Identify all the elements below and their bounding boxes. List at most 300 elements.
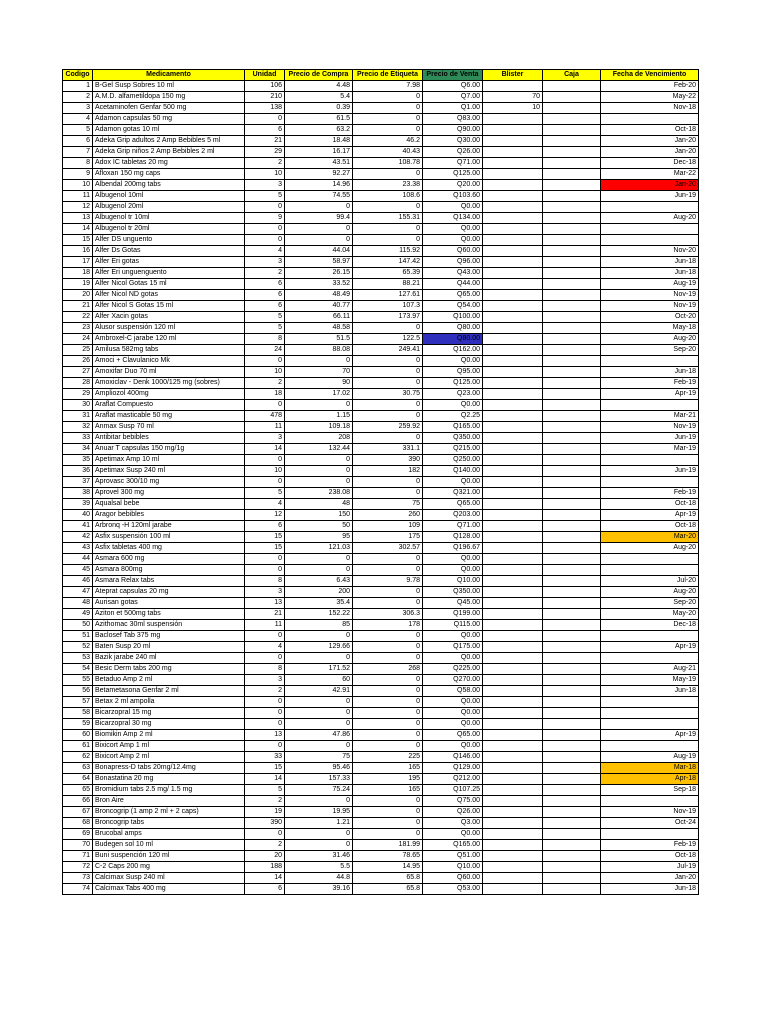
cell-precio-etiqueta[interactable]: 0 bbox=[353, 356, 423, 367]
cell-unidad[interactable]: 3 bbox=[245, 180, 285, 191]
cell-medicamento[interactable]: Ambroxel-C jarabe 120 ml bbox=[93, 334, 245, 345]
cell-medicamento[interactable]: Brucobal amps bbox=[93, 829, 245, 840]
cell-fecha-vencimiento[interactable] bbox=[601, 235, 699, 246]
cell-blister[interactable] bbox=[483, 807, 543, 818]
cell-fecha-vencimiento[interactable]: Sep-18 bbox=[601, 785, 699, 796]
cell-medicamento[interactable]: Arbronq -H 120ml jarabe bbox=[93, 521, 245, 532]
cell-precio-venta[interactable]: Q215.00 bbox=[423, 444, 483, 455]
cell-precio-compra[interactable]: 42.91 bbox=[285, 686, 353, 697]
cell-codigo[interactable]: 4 bbox=[63, 114, 93, 125]
cell-blister[interactable] bbox=[483, 268, 543, 279]
cell-medicamento[interactable]: Asmara 800mg bbox=[93, 565, 245, 576]
header-precio-etiqueta[interactable]: Precio de Etiqueta bbox=[353, 70, 423, 81]
cell-fecha-vencimiento[interactable]: Nov-19 bbox=[601, 290, 699, 301]
cell-precio-etiqueta[interactable]: 88.21 bbox=[353, 279, 423, 290]
cell-caja[interactable] bbox=[543, 653, 601, 664]
cell-codigo[interactable]: 49 bbox=[63, 609, 93, 620]
cell-caja[interactable] bbox=[543, 697, 601, 708]
cell-blister[interactable] bbox=[483, 246, 543, 257]
cell-precio-etiqueta[interactable]: 0 bbox=[353, 125, 423, 136]
cell-blister[interactable] bbox=[483, 785, 543, 796]
cell-precio-etiqueta[interactable]: 165 bbox=[353, 763, 423, 774]
cell-fecha-vencimiento[interactable]: Sep-20 bbox=[601, 345, 699, 356]
cell-precio-venta[interactable]: Q125.00 bbox=[423, 378, 483, 389]
cell-blister[interactable] bbox=[483, 169, 543, 180]
cell-caja[interactable] bbox=[543, 642, 601, 653]
cell-precio-compra[interactable]: 99.4 bbox=[285, 213, 353, 224]
cell-precio-etiqueta[interactable]: 0 bbox=[353, 730, 423, 741]
cell-medicamento[interactable]: Albugenol 20ml bbox=[93, 202, 245, 213]
cell-medicamento[interactable]: Broncogrip (1 amp 2 ml + 2 caps) bbox=[93, 807, 245, 818]
cell-blister[interactable] bbox=[483, 389, 543, 400]
cell-unidad[interactable]: 3 bbox=[245, 433, 285, 444]
cell-codigo[interactable]: 38 bbox=[63, 488, 93, 499]
cell-codigo[interactable]: 57 bbox=[63, 697, 93, 708]
cell-fecha-vencimiento[interactable]: Oct-18 bbox=[601, 499, 699, 510]
header-precio-venta[interactable]: Precio de Venta bbox=[423, 70, 483, 81]
cell-medicamento[interactable]: Anmax Susp 70 ml bbox=[93, 422, 245, 433]
cell-medicamento[interactable]: Besic Derm tabs 200 mg bbox=[93, 664, 245, 675]
cell-medicamento[interactable]: Alfer Nicol S Gotas 15 ml bbox=[93, 301, 245, 312]
cell-precio-compra[interactable]: 51.5 bbox=[285, 334, 353, 345]
cell-unidad[interactable]: 12 bbox=[245, 510, 285, 521]
cell-precio-etiqueta[interactable]: 65.8 bbox=[353, 873, 423, 884]
cell-medicamento[interactable]: Alfer DS unguento bbox=[93, 235, 245, 246]
cell-medicamento[interactable]: A.M.D. alfametildopa 150 mg bbox=[93, 92, 245, 103]
cell-fecha-vencimiento[interactable]: Apr-19 bbox=[601, 642, 699, 653]
cell-codigo[interactable]: 51 bbox=[63, 631, 93, 642]
cell-caja[interactable] bbox=[543, 103, 601, 114]
cell-caja[interactable] bbox=[543, 840, 601, 851]
cell-codigo[interactable]: 71 bbox=[63, 851, 93, 862]
cell-codigo[interactable]: 31 bbox=[63, 411, 93, 422]
cell-codigo[interactable]: 23 bbox=[63, 323, 93, 334]
cell-precio-etiqueta[interactable]: 46.2 bbox=[353, 136, 423, 147]
cell-precio-etiqueta[interactable]: 0 bbox=[353, 719, 423, 730]
cell-fecha-vencimiento[interactable]: Nov-19 bbox=[601, 422, 699, 433]
cell-unidad[interactable]: 0 bbox=[245, 455, 285, 466]
cell-caja[interactable] bbox=[543, 752, 601, 763]
cell-precio-etiqueta[interactable]: 178 bbox=[353, 620, 423, 631]
cell-blister[interactable] bbox=[483, 576, 543, 587]
cell-caja[interactable] bbox=[543, 136, 601, 147]
cell-caja[interactable] bbox=[543, 587, 601, 598]
cell-codigo[interactable]: 72 bbox=[63, 862, 93, 873]
cell-unidad[interactable]: 6 bbox=[245, 290, 285, 301]
cell-blister[interactable] bbox=[483, 609, 543, 620]
cell-precio-venta[interactable]: Q0.00 bbox=[423, 653, 483, 664]
cell-precio-venta[interactable]: Q10.00 bbox=[423, 576, 483, 587]
cell-precio-compra[interactable]: 0 bbox=[285, 477, 353, 488]
cell-caja[interactable] bbox=[543, 191, 601, 202]
cell-fecha-vencimiento[interactable]: Nov-18 bbox=[601, 103, 699, 114]
cell-precio-venta[interactable]: Q54.00 bbox=[423, 301, 483, 312]
cell-fecha-vencimiento[interactable]: Jun-18 bbox=[601, 257, 699, 268]
cell-precio-venta[interactable]: Q96.00 bbox=[423, 257, 483, 268]
cell-precio-etiqueta[interactable]: 0 bbox=[353, 433, 423, 444]
cell-unidad[interactable]: 21 bbox=[245, 609, 285, 620]
cell-caja[interactable] bbox=[543, 345, 601, 356]
cell-precio-compra[interactable]: 1.21 bbox=[285, 818, 353, 829]
cell-precio-etiqueta[interactable]: 181.99 bbox=[353, 840, 423, 851]
cell-medicamento[interactable]: Bicarzopral 15 mg bbox=[93, 708, 245, 719]
cell-blister[interactable] bbox=[483, 180, 543, 191]
cell-blister[interactable] bbox=[483, 862, 543, 873]
cell-precio-compra[interactable]: 18.48 bbox=[285, 136, 353, 147]
cell-blister[interactable] bbox=[483, 510, 543, 521]
cell-precio-etiqueta[interactable]: 108.6 bbox=[353, 191, 423, 202]
cell-precio-compra[interactable]: 31.46 bbox=[285, 851, 353, 862]
cell-fecha-vencimiento[interactable] bbox=[601, 653, 699, 664]
cell-precio-etiqueta[interactable]: 78.65 bbox=[353, 851, 423, 862]
cell-precio-compra[interactable]: 0 bbox=[285, 554, 353, 565]
cell-precio-etiqueta[interactable]: 9.78 bbox=[353, 576, 423, 587]
cell-medicamento[interactable]: Calcimax Susp 240 ml bbox=[93, 873, 245, 884]
cell-precio-etiqueta[interactable]: 40.43 bbox=[353, 147, 423, 158]
cell-precio-venta[interactable]: Q43.00 bbox=[423, 268, 483, 279]
cell-medicamento[interactable]: C-2 Caps 200 mg bbox=[93, 862, 245, 873]
cell-medicamento[interactable]: Aurisan gotas bbox=[93, 598, 245, 609]
cell-caja[interactable] bbox=[543, 224, 601, 235]
cell-unidad[interactable]: 33 bbox=[245, 752, 285, 763]
cell-caja[interactable] bbox=[543, 807, 601, 818]
cell-blister[interactable] bbox=[483, 301, 543, 312]
cell-precio-venta[interactable]: Q0.00 bbox=[423, 400, 483, 411]
cell-precio-compra[interactable]: 0 bbox=[285, 653, 353, 664]
cell-unidad[interactable]: 5 bbox=[245, 785, 285, 796]
cell-caja[interactable] bbox=[543, 862, 601, 873]
cell-blister[interactable] bbox=[483, 114, 543, 125]
cell-unidad[interactable]: 2 bbox=[245, 686, 285, 697]
cell-blister[interactable] bbox=[483, 378, 543, 389]
cell-caja[interactable] bbox=[543, 796, 601, 807]
cell-codigo[interactable]: 17 bbox=[63, 257, 93, 268]
cell-precio-compra[interactable]: 1.15 bbox=[285, 411, 353, 422]
cell-fecha-vencimiento[interactable]: Jun-19 bbox=[601, 433, 699, 444]
cell-medicamento[interactable]: Aziton et 500mg tabs bbox=[93, 609, 245, 620]
cell-precio-etiqueta[interactable]: 182 bbox=[353, 466, 423, 477]
cell-fecha-vencimiento[interactable]: Dec-18 bbox=[601, 620, 699, 631]
cell-fecha-vencimiento[interactable] bbox=[601, 741, 699, 752]
cell-precio-etiqueta[interactable]: 306.3 bbox=[353, 609, 423, 620]
header-medicamento[interactable]: Medicamento bbox=[93, 70, 245, 81]
cell-fecha-vencimiento[interactable] bbox=[601, 565, 699, 576]
cell-fecha-vencimiento[interactable]: Apr-19 bbox=[601, 510, 699, 521]
cell-unidad[interactable]: 0 bbox=[245, 653, 285, 664]
cell-blister[interactable] bbox=[483, 488, 543, 499]
cell-precio-etiqueta[interactable]: 0 bbox=[353, 411, 423, 422]
cell-blister[interactable] bbox=[483, 620, 543, 631]
cell-medicamento[interactable]: Bixicort Amp 2 ml bbox=[93, 752, 245, 763]
cell-precio-etiqueta[interactable]: 260 bbox=[353, 510, 423, 521]
cell-precio-etiqueta[interactable]: 0 bbox=[353, 488, 423, 499]
cell-precio-etiqueta[interactable]: 109 bbox=[353, 521, 423, 532]
cell-medicamento[interactable]: Alfer Xacin gotas bbox=[93, 312, 245, 323]
cell-precio-venta[interactable]: Q225.00 bbox=[423, 664, 483, 675]
cell-unidad[interactable]: 3 bbox=[245, 587, 285, 598]
cell-precio-compra[interactable]: 16.17 bbox=[285, 147, 353, 158]
cell-medicamento[interactable]: Amoci + Clavulanico Mk bbox=[93, 356, 245, 367]
cell-blister[interactable] bbox=[483, 653, 543, 664]
cell-caja[interactable] bbox=[543, 235, 601, 246]
cell-unidad[interactable]: 0 bbox=[245, 631, 285, 642]
cell-precio-venta[interactable]: Q125.00 bbox=[423, 169, 483, 180]
cell-fecha-vencimiento[interactable]: Jan-20 bbox=[601, 136, 699, 147]
cell-caja[interactable] bbox=[543, 873, 601, 884]
cell-medicamento[interactable]: B-Gel Susp Sobres 10 ml bbox=[93, 81, 245, 92]
cell-codigo[interactable]: 24 bbox=[63, 334, 93, 345]
cell-caja[interactable] bbox=[543, 323, 601, 334]
cell-blister[interactable] bbox=[483, 411, 543, 422]
cell-caja[interactable] bbox=[543, 598, 601, 609]
cell-medicamento[interactable]: Adeka Grip niños 2 Amp Bebibles 2 ml bbox=[93, 147, 245, 158]
cell-blister[interactable] bbox=[483, 477, 543, 488]
cell-fecha-vencimiento[interactable]: Nov-20 bbox=[601, 246, 699, 257]
cell-codigo[interactable]: 37 bbox=[63, 477, 93, 488]
cell-blister[interactable] bbox=[483, 554, 543, 565]
cell-unidad[interactable]: 390 bbox=[245, 818, 285, 829]
cell-precio-compra[interactable]: 171.52 bbox=[285, 664, 353, 675]
cell-precio-compra[interactable]: 0 bbox=[285, 719, 353, 730]
cell-codigo[interactable]: 26 bbox=[63, 356, 93, 367]
cell-caja[interactable] bbox=[543, 433, 601, 444]
cell-precio-venta[interactable]: Q80.00 bbox=[423, 323, 483, 334]
cell-precio-compra[interactable]: 60 bbox=[285, 675, 353, 686]
cell-blister[interactable] bbox=[483, 532, 543, 543]
cell-precio-etiqueta[interactable]: 14.95 bbox=[353, 862, 423, 873]
cell-precio-compra[interactable]: 5.5 bbox=[285, 862, 353, 873]
cell-fecha-vencimiento[interactable] bbox=[601, 554, 699, 565]
cell-fecha-vencimiento[interactable]: Aug-20 bbox=[601, 334, 699, 345]
cell-caja[interactable] bbox=[543, 411, 601, 422]
cell-fecha-vencimiento[interactable]: Oct-20 bbox=[601, 312, 699, 323]
cell-precio-compra[interactable]: 70 bbox=[285, 367, 353, 378]
cell-medicamento[interactable]: Asfix suspensión 100 ml bbox=[93, 532, 245, 543]
header-caja[interactable]: Caja bbox=[543, 70, 601, 81]
cell-codigo[interactable]: 50 bbox=[63, 620, 93, 631]
cell-precio-compra[interactable]: 75 bbox=[285, 752, 353, 763]
cell-caja[interactable] bbox=[543, 312, 601, 323]
cell-blister[interactable]: 70 bbox=[483, 92, 543, 103]
cell-medicamento[interactable]: Afloxan 150 mg caps bbox=[93, 169, 245, 180]
cell-precio-venta[interactable]: Q350.00 bbox=[423, 587, 483, 598]
cell-medicamento[interactable]: Asfix tabletas 400 mg bbox=[93, 543, 245, 554]
cell-unidad[interactable]: 15 bbox=[245, 532, 285, 543]
cell-precio-venta[interactable]: Q23.00 bbox=[423, 389, 483, 400]
cell-unidad[interactable]: 18 bbox=[245, 389, 285, 400]
cell-caja[interactable] bbox=[543, 147, 601, 158]
cell-precio-etiqueta[interactable]: 0 bbox=[353, 92, 423, 103]
cell-codigo[interactable]: 54 bbox=[63, 664, 93, 675]
cell-medicamento[interactable]: Antibitar bebibles bbox=[93, 433, 245, 444]
cell-medicamento[interactable]: Ateprat capsulas 20 mg bbox=[93, 587, 245, 598]
cell-codigo[interactable]: 65 bbox=[63, 785, 93, 796]
cell-precio-venta[interactable]: Q26.00 bbox=[423, 147, 483, 158]
cell-unidad[interactable]: 14 bbox=[245, 444, 285, 455]
cell-precio-compra[interactable]: 6.43 bbox=[285, 576, 353, 587]
cell-unidad[interactable]: 0 bbox=[245, 114, 285, 125]
cell-precio-compra[interactable]: 0 bbox=[285, 235, 353, 246]
cell-unidad[interactable]: 10 bbox=[245, 466, 285, 477]
cell-fecha-vencimiento[interactable] bbox=[601, 697, 699, 708]
cell-precio-etiqueta[interactable]: 0 bbox=[353, 642, 423, 653]
cell-precio-venta[interactable]: Q250.00 bbox=[423, 455, 483, 466]
cell-precio-etiqueta[interactable]: 23.38 bbox=[353, 180, 423, 191]
cell-unidad[interactable]: 6 bbox=[245, 521, 285, 532]
cell-precio-compra[interactable]: 58.97 bbox=[285, 257, 353, 268]
cell-precio-compra[interactable]: 157.33 bbox=[285, 774, 353, 785]
cell-caja[interactable] bbox=[543, 532, 601, 543]
cell-codigo[interactable]: 42 bbox=[63, 532, 93, 543]
cell-blister[interactable] bbox=[483, 455, 543, 466]
cell-codigo[interactable]: 56 bbox=[63, 686, 93, 697]
cell-unidad[interactable]: 0 bbox=[245, 235, 285, 246]
cell-codigo[interactable]: 40 bbox=[63, 510, 93, 521]
cell-caja[interactable] bbox=[543, 521, 601, 532]
cell-medicamento[interactable]: Alfer Nicol Gotas 15 ml bbox=[93, 279, 245, 290]
cell-blister[interactable] bbox=[483, 675, 543, 686]
cell-medicamento[interactable]: Bromidium tabs 2.5 mg/ 1.5 mg bbox=[93, 785, 245, 796]
cell-codigo[interactable]: 18 bbox=[63, 268, 93, 279]
cell-blister[interactable] bbox=[483, 422, 543, 433]
cell-unidad[interactable]: 4 bbox=[245, 246, 285, 257]
cell-fecha-vencimiento[interactable]: Jun-18 bbox=[601, 367, 699, 378]
cell-precio-venta[interactable]: Q30.00 bbox=[423, 136, 483, 147]
header-blister[interactable]: Blister bbox=[483, 70, 543, 81]
cell-blister[interactable] bbox=[483, 367, 543, 378]
cell-caja[interactable] bbox=[543, 301, 601, 312]
cell-codigo[interactable]: 70 bbox=[63, 840, 93, 851]
cell-codigo[interactable]: 74 bbox=[63, 884, 93, 895]
cell-medicamento[interactable]: Bonastatina 20 mg bbox=[93, 774, 245, 785]
cell-caja[interactable] bbox=[543, 169, 601, 180]
cell-blister[interactable] bbox=[483, 730, 543, 741]
cell-precio-venta[interactable]: Q0.00 bbox=[423, 708, 483, 719]
cell-fecha-vencimiento[interactable]: Aug-20 bbox=[601, 543, 699, 554]
cell-codigo[interactable]: 61 bbox=[63, 741, 93, 752]
header-unidad[interactable]: Unidad bbox=[245, 70, 285, 81]
cell-unidad[interactable]: 10 bbox=[245, 367, 285, 378]
cell-blister[interactable] bbox=[483, 499, 543, 510]
cell-precio-venta[interactable]: Q203.00 bbox=[423, 510, 483, 521]
cell-precio-compra[interactable]: 150 bbox=[285, 510, 353, 521]
cell-precio-etiqueta[interactable]: 115.92 bbox=[353, 246, 423, 257]
cell-fecha-vencimiento[interactable]: May-20 bbox=[601, 609, 699, 620]
cell-precio-compra[interactable]: 0 bbox=[285, 796, 353, 807]
cell-precio-etiqueta[interactable]: 0 bbox=[353, 675, 423, 686]
cell-fecha-vencimiento[interactable]: Apr-19 bbox=[601, 730, 699, 741]
cell-precio-etiqueta[interactable]: 0 bbox=[353, 378, 423, 389]
cell-precio-etiqueta[interactable]: 65.8 bbox=[353, 884, 423, 895]
cell-codigo[interactable]: 55 bbox=[63, 675, 93, 686]
cell-codigo[interactable]: 36 bbox=[63, 466, 93, 477]
cell-blister[interactable] bbox=[483, 356, 543, 367]
cell-fecha-vencimiento[interactable]: Mar-19 bbox=[601, 444, 699, 455]
cell-fecha-vencimiento[interactable]: Aug-20 bbox=[601, 587, 699, 598]
cell-caja[interactable] bbox=[543, 268, 601, 279]
cell-precio-venta[interactable]: Q162.00 bbox=[423, 345, 483, 356]
cell-medicamento[interactable]: Betaduo Amp 2 ml bbox=[93, 675, 245, 686]
cell-caja[interactable] bbox=[543, 730, 601, 741]
cell-precio-compra[interactable]: 152.22 bbox=[285, 609, 353, 620]
cell-precio-venta[interactable]: Q134.00 bbox=[423, 213, 483, 224]
cell-precio-venta[interactable]: Q128.00 bbox=[423, 532, 483, 543]
cell-codigo[interactable]: 64 bbox=[63, 774, 93, 785]
cell-unidad[interactable]: 13 bbox=[245, 730, 285, 741]
cell-unidad[interactable]: 8 bbox=[245, 576, 285, 587]
cell-unidad[interactable]: 14 bbox=[245, 873, 285, 884]
cell-codigo[interactable]: 3 bbox=[63, 103, 93, 114]
cell-medicamento[interactable]: Alfer Eri gotas bbox=[93, 257, 245, 268]
cell-precio-compra[interactable]: 40.77 bbox=[285, 301, 353, 312]
cell-fecha-vencimiento[interactable]: Feb-19 bbox=[601, 488, 699, 499]
cell-unidad[interactable]: 0 bbox=[245, 741, 285, 752]
cell-fecha-vencimiento[interactable]: Aug-19 bbox=[601, 752, 699, 763]
cell-caja[interactable] bbox=[543, 92, 601, 103]
cell-caja[interactable] bbox=[543, 576, 601, 587]
cell-unidad[interactable]: 0 bbox=[245, 708, 285, 719]
cell-precio-venta[interactable]: Q80.00 bbox=[423, 334, 483, 345]
cell-precio-venta[interactable]: Q60.00 bbox=[423, 873, 483, 884]
cell-codigo[interactable]: 60 bbox=[63, 730, 93, 741]
cell-codigo[interactable]: 2 bbox=[63, 92, 93, 103]
cell-precio-compra[interactable]: 47.86 bbox=[285, 730, 353, 741]
cell-caja[interactable] bbox=[543, 884, 601, 895]
cell-precio-compra[interactable]: 132.44 bbox=[285, 444, 353, 455]
cell-codigo[interactable]: 27 bbox=[63, 367, 93, 378]
cell-codigo[interactable]: 15 bbox=[63, 235, 93, 246]
cell-unidad[interactable]: 0 bbox=[245, 565, 285, 576]
cell-precio-etiqueta[interactable]: 249.41 bbox=[353, 345, 423, 356]
cell-medicamento[interactable]: Araflat masticable 50 mg bbox=[93, 411, 245, 422]
cell-precio-venta[interactable]: Q140.00 bbox=[423, 466, 483, 477]
cell-unidad[interactable]: 15 bbox=[245, 763, 285, 774]
cell-precio-etiqueta[interactable]: 0 bbox=[353, 829, 423, 840]
cell-medicamento[interactable]: Adox IC tabletas 20 mg bbox=[93, 158, 245, 169]
cell-precio-venta[interactable]: Q199.00 bbox=[423, 609, 483, 620]
cell-precio-venta[interactable]: Q95.00 bbox=[423, 367, 483, 378]
cell-precio-venta[interactable]: Q7.00 bbox=[423, 92, 483, 103]
header-precio-compra[interactable]: Precio de Compra bbox=[285, 70, 353, 81]
cell-precio-etiqueta[interactable]: 155.31 bbox=[353, 213, 423, 224]
cell-medicamento[interactable]: Asmara Relax tabs bbox=[93, 576, 245, 587]
cell-unidad[interactable]: 138 bbox=[245, 103, 285, 114]
cell-precio-etiqueta[interactable]: 0 bbox=[353, 400, 423, 411]
cell-unidad[interactable]: 0 bbox=[245, 356, 285, 367]
cell-precio-compra[interactable]: 95.46 bbox=[285, 763, 353, 774]
cell-precio-etiqueta[interactable]: 0 bbox=[353, 477, 423, 488]
cell-fecha-vencimiento[interactable]: Jun-19 bbox=[601, 191, 699, 202]
cell-caja[interactable] bbox=[543, 851, 601, 862]
cell-medicamento[interactable]: Acetaminofen Genfar 500 mg bbox=[93, 103, 245, 114]
cell-blister[interactable] bbox=[483, 257, 543, 268]
cell-fecha-vencimiento[interactable]: Oct-18 bbox=[601, 521, 699, 532]
cell-unidad[interactable]: 0 bbox=[245, 554, 285, 565]
cell-unidad[interactable]: 0 bbox=[245, 697, 285, 708]
cell-blister[interactable] bbox=[483, 818, 543, 829]
cell-fecha-vencimiento[interactable]: Jun-18 bbox=[601, 884, 699, 895]
cell-fecha-vencimiento[interactable] bbox=[601, 796, 699, 807]
cell-caja[interactable] bbox=[543, 455, 601, 466]
cell-precio-venta[interactable]: Q165.00 bbox=[423, 840, 483, 851]
cell-precio-compra[interactable]: 0.39 bbox=[285, 103, 353, 114]
cell-blister[interactable] bbox=[483, 521, 543, 532]
cell-medicamento[interactable]: Adamon capsulas 50 mg bbox=[93, 114, 245, 125]
cell-blister[interactable] bbox=[483, 279, 543, 290]
cell-precio-compra[interactable]: 48 bbox=[285, 499, 353, 510]
cell-medicamento[interactable]: Amilusa 582mg tabs bbox=[93, 345, 245, 356]
cell-caja[interactable] bbox=[543, 422, 601, 433]
